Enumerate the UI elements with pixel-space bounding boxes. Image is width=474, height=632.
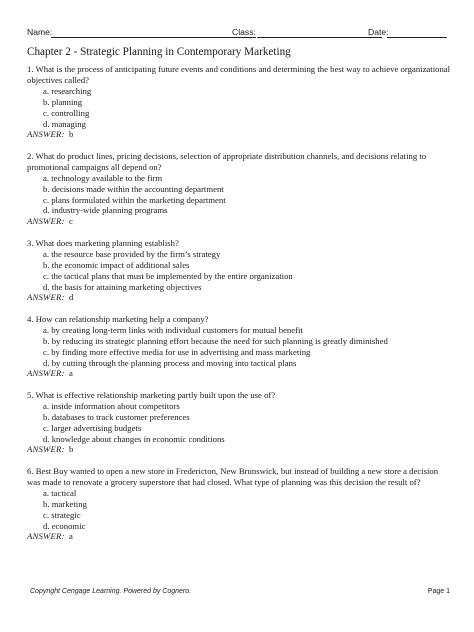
answer-value: b bbox=[68, 444, 74, 455]
name-field[interactable] bbox=[51, 37, 256, 38]
answer-key bbox=[27, 531, 449, 542]
answer-label: ANSWER: bbox=[27, 292, 65, 303]
answer-option: a. technology available to the firm bbox=[43, 172, 163, 183]
answer-option: b. decisions made within the accounting department bbox=[43, 183, 224, 194]
question-text: 4. How can relationship marketing help a company? bbox=[27, 313, 209, 324]
question-5 bbox=[27, 390, 449, 455]
answer-value: c bbox=[68, 216, 73, 227]
answer-option: b. by reducing its strategic planning effort because the need for such planning is greatly diminished bbox=[43, 335, 388, 346]
header bbox=[27, 27, 447, 41]
name-label: Name: bbox=[27, 27, 53, 37]
answer-option: d. economic bbox=[43, 520, 86, 531]
answer-option: b. planning bbox=[43, 96, 83, 107]
answer-option: c. plans formulated within the marketing department bbox=[43, 194, 226, 205]
answer-key bbox=[27, 292, 449, 303]
answer-label: ANSWER: bbox=[27, 129, 65, 140]
answer-option: b. the economic impact of additional sales bbox=[43, 259, 190, 270]
question-text: 3. What does marketing planning establish? bbox=[27, 237, 179, 248]
answer-option: d. by cutting through the planning process and moving into tactical plans bbox=[43, 357, 297, 368]
question-6 bbox=[27, 466, 449, 542]
answer-value: a bbox=[68, 531, 73, 542]
answer-options bbox=[27, 173, 449, 217]
answer-key bbox=[27, 216, 449, 227]
answer-option: d. knowledge about changes in economic conditions bbox=[43, 433, 225, 444]
question-1 bbox=[27, 64, 449, 140]
answer-option: d. the basis for attaining marketing objectives bbox=[43, 281, 202, 292]
answer-options bbox=[27, 488, 449, 532]
page-number: Page 1 bbox=[427, 588, 450, 595]
answer-label: ANSWER: bbox=[27, 531, 65, 542]
answer-option: d. managing bbox=[43, 118, 86, 129]
page-title: Chapter 2 - Strategic Planning in Contemporary Marketing bbox=[27, 46, 291, 58]
question-text: 1. What is the process of anticipating future events and conditions and determining the best way to achieve organizational bbox=[27, 64, 451, 74]
answer-label: ANSWER: bbox=[27, 444, 65, 455]
question-text: objectives called? bbox=[27, 74, 89, 85]
question-3 bbox=[27, 238, 449, 303]
question-text: promotional campaigns all depend on? bbox=[27, 161, 162, 172]
answer-options bbox=[27, 325, 449, 369]
answer-option: a. inside information about competitors bbox=[43, 400, 180, 411]
answer-key bbox=[27, 129, 449, 140]
answer-option: c. larger advertising budgets bbox=[43, 422, 142, 433]
copyright-text: Copyright Cengage Learning. Powered by Cognero. bbox=[30, 588, 192, 595]
answer-option: c. strategic bbox=[43, 509, 81, 520]
answer-options bbox=[27, 86, 449, 130]
answer-label: ANSWER: bbox=[27, 216, 65, 227]
answer-value: a bbox=[68, 368, 73, 379]
question-text: 6. Best Buy wanted to open a new store in Fredericton, New Brunswick, but instead of building a new store a decision bbox=[27, 465, 439, 476]
answer-option: c. by finding more effective media for use in advertising and mass marketing bbox=[43, 346, 311, 357]
answer-option: a. researching bbox=[43, 85, 92, 96]
question-text: was made to renovate a grocery superstore that had closed. What type of planning was this decision the result of? bbox=[27, 476, 421, 487]
answer-option: c. the tactical plans that must be implemented by the entire organization bbox=[43, 270, 293, 281]
answer-key bbox=[27, 444, 449, 455]
answer-option: a. by creating long-term links with individual customers for mutual benefit bbox=[43, 324, 303, 335]
question-list bbox=[27, 64, 449, 553]
answer-option: a. the resource base provided by the firm’s strategy bbox=[43, 248, 221, 259]
question-2 bbox=[27, 151, 449, 227]
question-4 bbox=[27, 314, 449, 379]
answer-option: b. databases to track customer preferences bbox=[43, 411, 190, 422]
answer-options bbox=[27, 249, 449, 293]
answer-key bbox=[27, 368, 449, 379]
answer-option: b. marketing bbox=[43, 498, 87, 509]
date-field[interactable] bbox=[387, 37, 447, 38]
answer-option: a. tactical bbox=[43, 487, 77, 498]
answer-option: c. controlling bbox=[43, 107, 90, 118]
answer-options bbox=[27, 401, 449, 445]
answer-value: d bbox=[68, 292, 74, 303]
answer-option: d. industry-wide planning programs bbox=[43, 205, 168, 216]
question-text: 2. What do product lines, pricing decisions, selection of appropriate distribution channels, and decisions relating to bbox=[27, 150, 427, 161]
date-label: Date: bbox=[368, 27, 389, 37]
question-text: 5. What is effective relationship marketing partly built upon the use of? bbox=[27, 389, 276, 400]
answer-value: b bbox=[68, 129, 74, 140]
footer bbox=[30, 588, 450, 600]
class-field[interactable] bbox=[257, 37, 382, 38]
answer-label: ANSWER: bbox=[27, 368, 65, 379]
class-label: Class: bbox=[232, 27, 256, 37]
